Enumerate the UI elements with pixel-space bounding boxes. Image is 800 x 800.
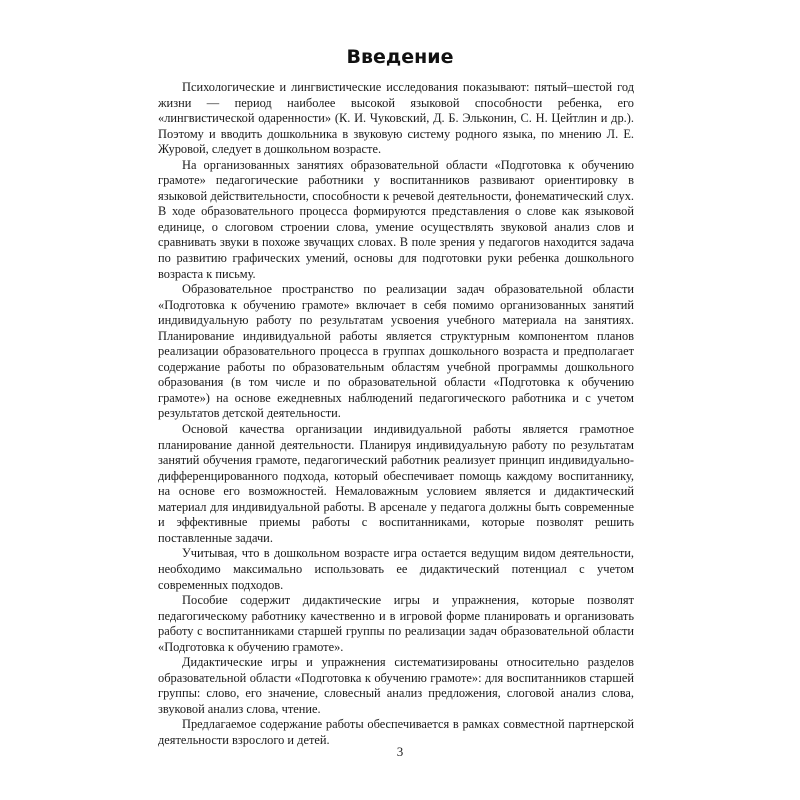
paragraph-4: Основой качества организации индивидуальной работы является грамотное планирование данной деятельности. Планируя индивидуальную работу по результатам занятий обучения грамоте, педагогический работник реализует принцип индивидуально-дифференцированного подхода, который обеспечивает помощь каждому воспитаннику, на основе его возможностей. Немаловажным условием является и дидактический материал для индивидуальной работы. В арсенале у педагога должны быть современные и эффективные приемы работы с воспитанниками, которые позволят решить поставленные задачи.: [158, 422, 634, 545]
page-number: 3: [396, 744, 404, 759]
paragraph-6: Пособие содержит дидактические игры и упражнения, которые позволят педагогическому работнику качественно и в игровой форме планировать и организовать работу с воспитанниками старшей группы по реализации задач образовательной области «Подготовка к обучению грамоте».: [158, 593, 634, 654]
paragraph-3: Образовательное пространство по реализации задач образовательной области «Подготовка к обучению грамоте» включает в себя помимо организованных занятий индивидуальную работу по результатам усвоения учебного материала на занятиях. Планирование индивидуальной работы является структурным компонентом планов реализации образовательного процесса в группах дошкольного возраста и предполагает содержание работы по образовательным областям учебной программы дошкольного образования (в том числе и по образовательной области «Подготовка к обучению грамоте») на основе ежедневных наблюдений педагогического работника и с учетом результатов детской деятельности.: [158, 282, 634, 421]
paragraph-1: Психологические и лингвистические исследования показывают: пятый–шестой год жизни — период наиболее высокой языковой способности ребенка, его «лингвистической одаренности» (К. И. Чуковский, Д. Б. Эльконин, С. Н. Цейтлин и др.). Поэтому и вводить дошкольника в звуковую систему родного языка, по мнению Л. Е. Журовой, следует в дошкольном возрасте.: [158, 80, 634, 157]
paragraph-7: Дидактические игры и упражнения систематизированы относительно разделов образовательной области «Подготовка к обучению грамоте»: для воспитанников старшей группы: слово, его значение, словесный анализ предложения, слоговой анализ слова, звуковой анализ слова, чтение.: [158, 655, 634, 716]
paragraph-2: На организованных занятиях образовательной области «Подготовка к обучению грамоте» педагогические работники у воспитанников развивают ориентировку в языковой действительности, способности к речевой деятельности, фонематический слух. В ходе образовательного процесса формируются представления о слове как языковой единице, о слоговом строении слова, умение осуществлять звуковой анализ слов и сравнивать звуки в похоже звучащих словах. В поле зрения у педагогов находится задача по развитию графических умений, основы для подготовки руки ребенка дошкольного возраста к письму.: [158, 157, 634, 281]
paragraph-5: Учитывая, что в дошкольном возрасте игра остается ведущим видом деятельности, необходимо максимально использовать ее дидактический потенциал с учетом современных подходов.: [158, 546, 634, 592]
page-title: Введение: [346, 46, 454, 68]
paragraph-8: Предлагаемое содержание работы обеспечивается в рамках совместной партнерской деятельности взрослого и детей.: [158, 717, 634, 747]
page-body: [158, 80, 634, 749]
